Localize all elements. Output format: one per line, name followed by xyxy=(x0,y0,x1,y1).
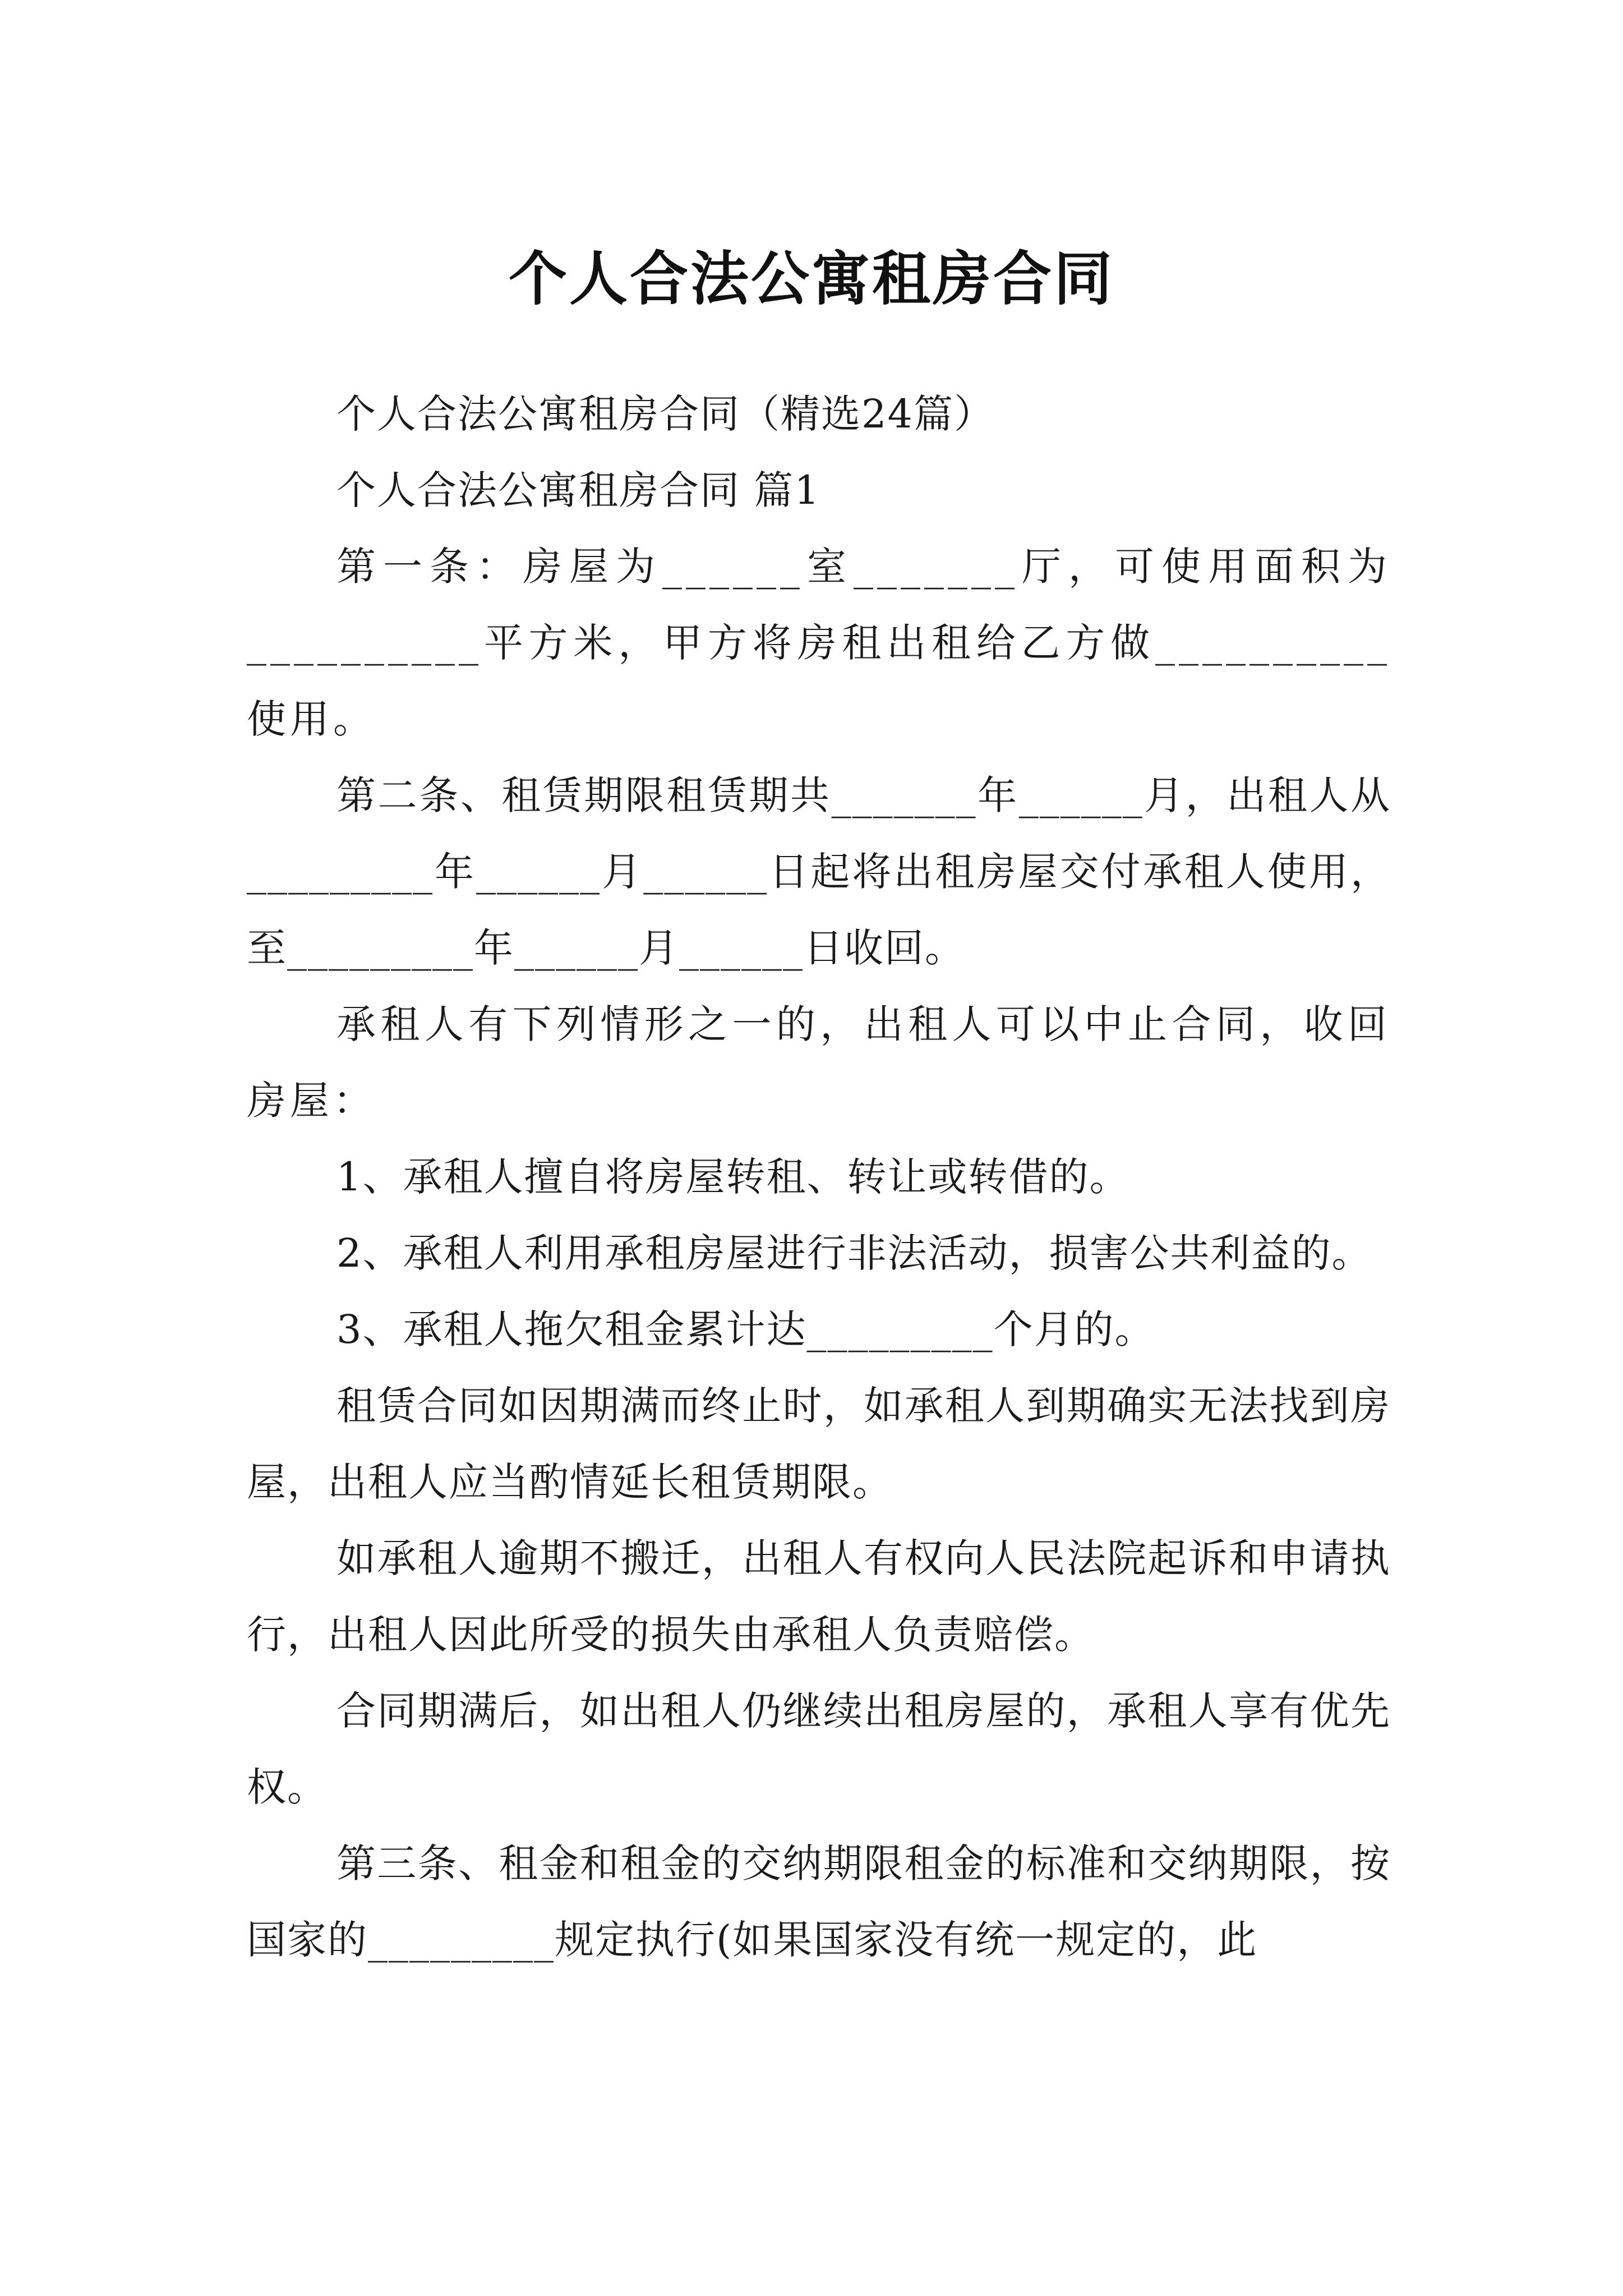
paragraph-overdue: 如承租人逾期不搬迁，出租人有权向人民法院起诉和申请执行，出租人因此所受的损失由承租人负责赔偿。 xyxy=(247,1535,1391,1658)
paragraph-condition-3: 3、承租人拖欠租金累计达_________个月的。 xyxy=(336,1306,1155,1352)
paragraph-article-3: 第三条、租金和租金的交纳期限租金的标准和交纳期限，按国家的_________规定执行(如果国家没有统一规定的，此 xyxy=(247,1841,1391,1963)
document-body xyxy=(247,376,1391,1978)
paragraph-article-1: 第一条：房屋为______室_______厅，可使用面积为__________平方米，甲方将房租出租给乙方做__________使用。 xyxy=(247,544,1391,742)
paragraph-section-heading: 个人合法公寓租房合同 篇1 xyxy=(336,467,820,513)
paragraph-termination-conditions: 承租人有下列情形之一的，出租人可以中止合同，收回房屋： xyxy=(247,1001,1391,1124)
paragraph-subtitle: 个人合法公寓租房合同（精选24篇） xyxy=(336,391,995,437)
paragraph-condition-1: 1、承租人擅自将房屋转租、转让或转借的。 xyxy=(336,1154,1130,1200)
paragraph-condition-2: 2、承租人利用承租房屋进行非法活动，损害公共利益的。 xyxy=(336,1230,1372,1276)
document-title: 个人合法公寓租房合同 xyxy=(508,244,1114,313)
paragraph-priority: 合同期满后，如出租人仍继续出租房屋的，承租人享有优先权。 xyxy=(247,1688,1391,1810)
paragraph-article-2: 第二条、租赁期限租赁期共_______年______月，出租人从_________年______月______日起将出租房屋交付承租人使用，至_________年______月______日收回。 xyxy=(247,772,1391,971)
paragraph-extension: 租赁合同如因期满而终止时，如承租人到期确实无法找到房屋，出租人应当酌情延长租赁期限。 xyxy=(247,1383,1391,1505)
